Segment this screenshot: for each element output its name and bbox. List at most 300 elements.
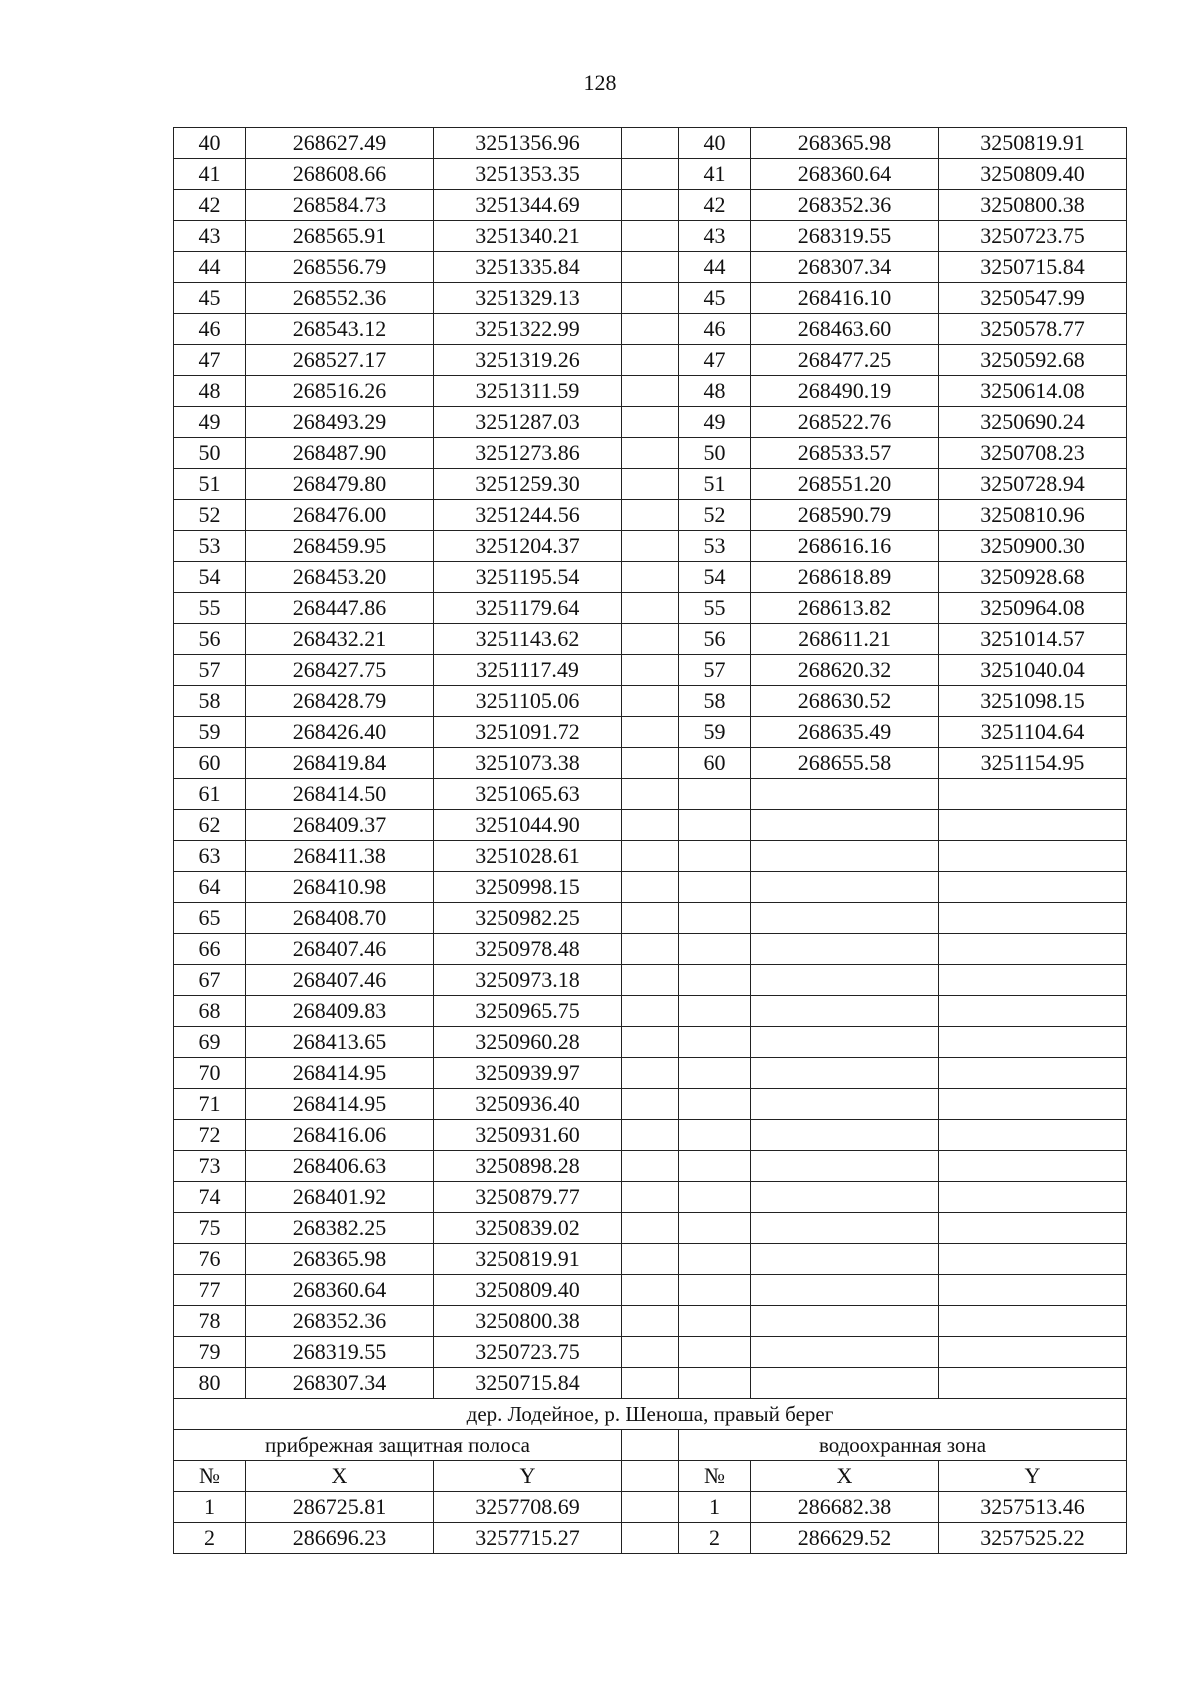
- y-right: 3250728.94: [939, 469, 1127, 500]
- point-no-left: 53: [174, 531, 246, 562]
- y-right: [939, 965, 1127, 996]
- point-no-right: 51: [679, 469, 751, 500]
- x-left: 268352.36: [246, 1306, 434, 1337]
- point-no-left: 62: [174, 810, 246, 841]
- gap-cell: [622, 1337, 679, 1368]
- y-left: 3257715.27: [434, 1523, 622, 1554]
- gap-cell: [622, 779, 679, 810]
- gap-cell: [622, 376, 679, 407]
- x-left: 268552.36: [246, 283, 434, 314]
- y-left: 3250839.02: [434, 1213, 622, 1244]
- table-row: [174, 1275, 1127, 1306]
- x-left: 268406.63: [246, 1151, 434, 1182]
- x-left: 268516.26: [246, 376, 434, 407]
- point-no-left: 73: [174, 1151, 246, 1182]
- table-row: [174, 810, 1127, 841]
- point-no-left: 41: [174, 159, 246, 190]
- right-zone-label: водоохранная зона: [679, 1430, 1127, 1461]
- y-right: 3250614.08: [939, 376, 1127, 407]
- x-right: 268620.32: [751, 655, 939, 686]
- y-right: [939, 1120, 1127, 1151]
- table-row: [174, 903, 1127, 934]
- gap-cell: [622, 655, 679, 686]
- gap-cell: [622, 159, 679, 190]
- x-right: 268551.20: [751, 469, 939, 500]
- x-right: [751, 779, 939, 810]
- x-right: [751, 1213, 939, 1244]
- table-row: [174, 1213, 1127, 1244]
- y-left: 3250879.77: [434, 1182, 622, 1213]
- x-left: 268416.06: [246, 1120, 434, 1151]
- x-left: 268527.17: [246, 345, 434, 376]
- point-no-right: 1: [679, 1492, 751, 1523]
- point-no-left: 44: [174, 252, 246, 283]
- point-no-left: 45: [174, 283, 246, 314]
- point-no-right: 48: [679, 376, 751, 407]
- point-no-right: [679, 1182, 751, 1213]
- x-left: 268627.49: [246, 128, 434, 159]
- y-left: 3250819.91: [434, 1244, 622, 1275]
- gap-cell: [622, 748, 679, 779]
- table-row: [174, 1182, 1127, 1213]
- point-no-left: 54: [174, 562, 246, 593]
- table-row: [174, 1492, 1127, 1523]
- table-row: [174, 562, 1127, 593]
- point-no-left: 78: [174, 1306, 246, 1337]
- x-left: 268476.00: [246, 500, 434, 531]
- point-no-left: 48: [174, 376, 246, 407]
- point-no-right: [679, 903, 751, 934]
- x-right: [751, 1275, 939, 1306]
- y-right: 3250819.91: [939, 128, 1127, 159]
- point-no-left: 74: [174, 1182, 246, 1213]
- y-left: 3251356.96: [434, 128, 622, 159]
- point-no-left: 46: [174, 314, 246, 345]
- y-left: 3251322.99: [434, 314, 622, 345]
- x-right: 268618.89: [751, 562, 939, 593]
- point-no-left: 79: [174, 1337, 246, 1368]
- y-left: 3250936.40: [434, 1089, 622, 1120]
- x-left: 268447.86: [246, 593, 434, 624]
- x-right: 268360.64: [751, 159, 939, 190]
- point-no-left: 47: [174, 345, 246, 376]
- point-no-right: 43: [679, 221, 751, 252]
- point-no-right: 54: [679, 562, 751, 593]
- y-left: 3250723.75: [434, 1337, 622, 1368]
- table-row: [174, 593, 1127, 624]
- gap-cell: [622, 1027, 679, 1058]
- x-right: [751, 1337, 939, 1368]
- y-left: 3250960.28: [434, 1027, 622, 1058]
- point-no-right: [679, 1058, 751, 1089]
- x-left: 268493.29: [246, 407, 434, 438]
- y-right: [939, 1368, 1127, 1399]
- table-row: [174, 1120, 1127, 1151]
- point-no-right: [679, 934, 751, 965]
- gap-cell: [622, 1368, 679, 1399]
- table-row: [174, 314, 1127, 345]
- point-no-left: 55: [174, 593, 246, 624]
- y-left: 3251340.21: [434, 221, 622, 252]
- point-no-right: 47: [679, 345, 751, 376]
- table-row: [174, 1089, 1127, 1120]
- y-left: 3251091.72: [434, 717, 622, 748]
- table-row: [174, 717, 1127, 748]
- point-no-right: 53: [679, 531, 751, 562]
- y-left: 3251117.49: [434, 655, 622, 686]
- x-right: [751, 1027, 939, 1058]
- x-left: 268414.50: [246, 779, 434, 810]
- x-right: 268522.76: [751, 407, 939, 438]
- point-no-left: 51: [174, 469, 246, 500]
- gap-cell: [622, 717, 679, 748]
- point-no-left: 61: [174, 779, 246, 810]
- x-right: 268416.10: [751, 283, 939, 314]
- y-left: 3251335.84: [434, 252, 622, 283]
- point-no-right: [679, 1027, 751, 1058]
- table-row: [174, 128, 1127, 159]
- gap-cell: [622, 1461, 679, 1492]
- x-left: 268543.12: [246, 314, 434, 345]
- y-left: 3251329.13: [434, 283, 622, 314]
- y-right: 3250578.77: [939, 314, 1127, 345]
- x-right: [751, 1151, 939, 1182]
- point-no-left: 68: [174, 996, 246, 1027]
- y-right: 3250809.40: [939, 159, 1127, 190]
- gap-cell: [622, 1430, 679, 1461]
- point-no-right: [679, 1120, 751, 1151]
- gap-cell: [622, 469, 679, 500]
- point-no-left: 42: [174, 190, 246, 221]
- table-row: [174, 996, 1127, 1027]
- point-no-right: [679, 872, 751, 903]
- x-left: 268360.64: [246, 1275, 434, 1306]
- point-no-right: 59: [679, 717, 751, 748]
- point-no-right: [679, 810, 751, 841]
- y-right: 3251040.04: [939, 655, 1127, 686]
- point-no-right: 49: [679, 407, 751, 438]
- table-row: [174, 407, 1127, 438]
- table-row: [174, 283, 1127, 314]
- y-left: 3251259.30: [434, 469, 622, 500]
- gap-cell: [622, 1275, 679, 1306]
- section-block: [174, 1399, 1127, 1492]
- point-no-right: 58: [679, 686, 751, 717]
- x-right: 268611.21: [751, 624, 939, 655]
- x-left: 268453.20: [246, 562, 434, 593]
- y-right: [939, 810, 1127, 841]
- y-right: 3250547.99: [939, 283, 1127, 314]
- x-left: 268427.75: [246, 655, 434, 686]
- point-no-right: 45: [679, 283, 751, 314]
- point-no-left: 67: [174, 965, 246, 996]
- point-no-left: 80: [174, 1368, 246, 1399]
- point-no-right: 46: [679, 314, 751, 345]
- x-right: [751, 934, 939, 965]
- y-right: [939, 872, 1127, 903]
- table-row: [174, 1523, 1127, 1554]
- x-left: 268401.92: [246, 1182, 434, 1213]
- y-right: 3250928.68: [939, 562, 1127, 593]
- gap-cell: [622, 1523, 679, 1554]
- point-no-right: [679, 1368, 751, 1399]
- table-row: [174, 965, 1127, 996]
- x-left: 286696.23: [246, 1523, 434, 1554]
- table-row: [174, 531, 1127, 562]
- y-left: 3250809.40: [434, 1275, 622, 1306]
- point-no-left: 66: [174, 934, 246, 965]
- y-left: 3251311.59: [434, 376, 622, 407]
- x-right: 268613.82: [751, 593, 939, 624]
- x-right: [751, 1306, 939, 1337]
- point-no-right: [679, 1275, 751, 1306]
- y-right: [939, 1151, 1127, 1182]
- x-right: 268490.19: [751, 376, 939, 407]
- table-row: [174, 190, 1127, 221]
- x-left: 268584.73: [246, 190, 434, 221]
- x-left: 268407.46: [246, 965, 434, 996]
- table-row: [174, 376, 1127, 407]
- gap-cell: [622, 314, 679, 345]
- y-right: 3251104.64: [939, 717, 1127, 748]
- x-left: 268414.95: [246, 1058, 434, 1089]
- table-row: [174, 252, 1127, 283]
- gap-cell: [622, 531, 679, 562]
- y-left: 3251273.86: [434, 438, 622, 469]
- y-right: 3250708.23: [939, 438, 1127, 469]
- y-left: 3250931.60: [434, 1120, 622, 1151]
- gap-cell: [622, 934, 679, 965]
- y-left: 3250898.28: [434, 1151, 622, 1182]
- x-left: 268407.46: [246, 934, 434, 965]
- x-right: [751, 872, 939, 903]
- x-right: 268477.25: [751, 345, 939, 376]
- table-row: [174, 500, 1127, 531]
- table-row: [174, 438, 1127, 469]
- x-right: 268463.60: [751, 314, 939, 345]
- y-right: [939, 779, 1127, 810]
- gap-cell: [622, 283, 679, 314]
- header-no-left: №: [174, 1461, 246, 1492]
- point-no-left: 40: [174, 128, 246, 159]
- gap-cell: [622, 1213, 679, 1244]
- gap-cell: [622, 1120, 679, 1151]
- y-right: [939, 1182, 1127, 1213]
- y-left: 3251028.61: [434, 841, 622, 872]
- page-number: 128: [583, 70, 617, 95]
- y-right: 3250715.84: [939, 252, 1127, 283]
- gap-cell: [622, 1089, 679, 1120]
- table-row: [174, 1244, 1127, 1275]
- x-right: 268533.57: [751, 438, 939, 469]
- point-no-left: 76: [174, 1244, 246, 1275]
- point-no-right: [679, 1306, 751, 1337]
- x-right: [751, 1368, 939, 1399]
- x-right: [751, 841, 939, 872]
- table-row: [174, 748, 1127, 779]
- y-left: 3257708.69: [434, 1492, 622, 1523]
- point-no-left: 2: [174, 1523, 246, 1554]
- x-left: 268479.80: [246, 469, 434, 500]
- gap-cell: [622, 965, 679, 996]
- y-left: 3251195.54: [434, 562, 622, 593]
- point-no-left: 50: [174, 438, 246, 469]
- gap-cell: [622, 407, 679, 438]
- table-row: [174, 1027, 1127, 1058]
- point-no-left: 59: [174, 717, 246, 748]
- y-left: 3250998.15: [434, 872, 622, 903]
- section-title: дер. Лодейное, р. Шеноша, правый берег: [174, 1399, 1127, 1430]
- y-right: 3257525.22: [939, 1523, 1127, 1554]
- y-right: 3250723.75: [939, 221, 1127, 252]
- point-no-right: 44: [679, 252, 751, 283]
- x-right: [751, 903, 939, 934]
- y-left: 3251143.62: [434, 624, 622, 655]
- x-left: 268414.95: [246, 1089, 434, 1120]
- y-right: 3250810.96: [939, 500, 1127, 531]
- table-row: [174, 934, 1127, 965]
- x-left: 268487.90: [246, 438, 434, 469]
- bottom-rows: [174, 1492, 1127, 1554]
- table-row: [174, 1306, 1127, 1337]
- x-left: 268432.21: [246, 624, 434, 655]
- table-row: [174, 469, 1127, 500]
- x-right: 268307.34: [751, 252, 939, 283]
- y-left: 3250939.97: [434, 1058, 622, 1089]
- point-no-left: 49: [174, 407, 246, 438]
- y-left: 3250978.48: [434, 934, 622, 965]
- table-row: [174, 872, 1127, 903]
- point-no-right: [679, 1244, 751, 1275]
- point-no-left: 70: [174, 1058, 246, 1089]
- table-row: [174, 624, 1127, 655]
- x-right: [751, 1089, 939, 1120]
- y-left: 3250965.75: [434, 996, 622, 1027]
- table-row: [174, 1151, 1127, 1182]
- x-right: [751, 965, 939, 996]
- x-left: 268459.95: [246, 531, 434, 562]
- x-right: 286682.38: [751, 1492, 939, 1523]
- x-left: 268319.55: [246, 1337, 434, 1368]
- y-left: 3251179.64: [434, 593, 622, 624]
- y-left: 3250800.38: [434, 1306, 622, 1337]
- table-row: [174, 1337, 1127, 1368]
- point-no-left: 56: [174, 624, 246, 655]
- point-no-left: 63: [174, 841, 246, 872]
- gap-cell: [622, 438, 679, 469]
- gap-cell: [622, 810, 679, 841]
- x-left: 268408.70: [246, 903, 434, 934]
- x-left: 268409.37: [246, 810, 434, 841]
- header-x-left: X: [246, 1461, 434, 1492]
- point-no-left: 57: [174, 655, 246, 686]
- y-right: 3250690.24: [939, 407, 1127, 438]
- y-right: [939, 1027, 1127, 1058]
- x-right: 268365.98: [751, 128, 939, 159]
- coordinates-table: [173, 127, 1127, 1554]
- x-right: 268630.52: [751, 686, 939, 717]
- gap-cell: [622, 593, 679, 624]
- column-header-row: [174, 1461, 1127, 1492]
- y-right: 3257513.46: [939, 1492, 1127, 1523]
- gap-cell: [622, 624, 679, 655]
- x-right: [751, 1058, 939, 1089]
- point-no-left: 65: [174, 903, 246, 934]
- y-right: [939, 996, 1127, 1027]
- point-no-right: 60: [679, 748, 751, 779]
- x-right: [751, 1182, 939, 1213]
- point-no-left: 71: [174, 1089, 246, 1120]
- gap-cell: [622, 686, 679, 717]
- y-right: 3250800.38: [939, 190, 1127, 221]
- x-right: 268352.36: [751, 190, 939, 221]
- y-right: 3250900.30: [939, 531, 1127, 562]
- x-right: 268635.49: [751, 717, 939, 748]
- x-left: 268565.91: [246, 221, 434, 252]
- y-left: 3251044.90: [434, 810, 622, 841]
- gap-cell: [622, 1058, 679, 1089]
- point-no-left: 75: [174, 1213, 246, 1244]
- y-right: 3250592.68: [939, 345, 1127, 376]
- gap-cell: [622, 1182, 679, 1213]
- x-left: 268411.38: [246, 841, 434, 872]
- x-left: 268428.79: [246, 686, 434, 717]
- point-no-right: [679, 996, 751, 1027]
- gap-cell: [622, 562, 679, 593]
- y-right: [939, 1058, 1127, 1089]
- point-no-left: 58: [174, 686, 246, 717]
- gap-cell: [622, 345, 679, 376]
- y-right: [939, 1275, 1127, 1306]
- y-left: 3251287.03: [434, 407, 622, 438]
- point-no-right: 52: [679, 500, 751, 531]
- point-no-right: 55: [679, 593, 751, 624]
- y-right: [939, 841, 1127, 872]
- x-right: [751, 1120, 939, 1151]
- header-y-right: Y: [939, 1461, 1127, 1492]
- gap-cell: [622, 221, 679, 252]
- point-no-right: [679, 779, 751, 810]
- y-right: [939, 1306, 1127, 1337]
- x-right: 268616.16: [751, 531, 939, 562]
- y-left: 3251353.35: [434, 159, 622, 190]
- point-no-left: 1: [174, 1492, 246, 1523]
- gap-cell: [622, 996, 679, 1027]
- y-right: [939, 1089, 1127, 1120]
- y-left: 3251319.26: [434, 345, 622, 376]
- x-left: 268419.84: [246, 748, 434, 779]
- point-no-right: [679, 841, 751, 872]
- gap-cell: [622, 872, 679, 903]
- point-no-left: 72: [174, 1120, 246, 1151]
- point-no-right: [679, 1151, 751, 1182]
- x-left: 268556.79: [246, 252, 434, 283]
- y-right: [939, 903, 1127, 934]
- gap-cell: [622, 190, 679, 221]
- x-left: 268410.98: [246, 872, 434, 903]
- y-left: 3251105.06: [434, 686, 622, 717]
- table-row: [174, 345, 1127, 376]
- gap-cell: [622, 903, 679, 934]
- gap-cell: [622, 252, 679, 283]
- x-right: [751, 810, 939, 841]
- x-left: 268426.40: [246, 717, 434, 748]
- y-left: 3251244.56: [434, 500, 622, 531]
- gap-cell: [622, 500, 679, 531]
- table-row: [174, 1368, 1127, 1399]
- main-rows: [174, 128, 1127, 1399]
- header-y-left: Y: [434, 1461, 622, 1492]
